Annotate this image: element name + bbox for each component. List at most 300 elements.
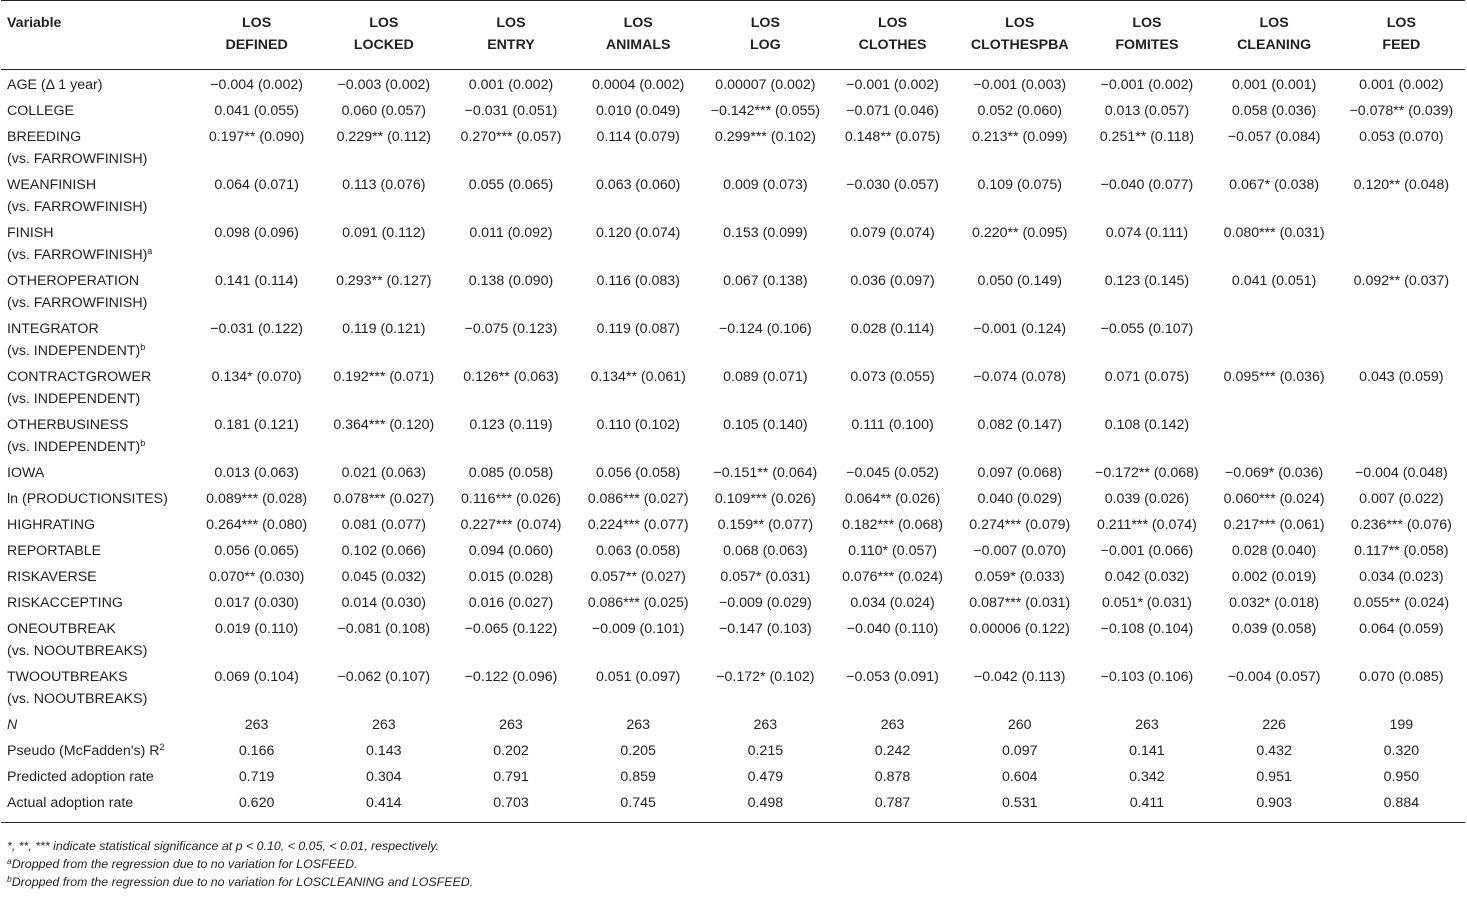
table-cell: 0.159** (0.077): [717, 517, 814, 533]
table-cell: 0.097 (0.068): [977, 465, 1062, 481]
row-label-line: AGE (Δ 1 year): [7, 77, 103, 93]
table-cell: 0.015 (0.028): [468, 569, 554, 585]
table-cell: 0.042 (0.032): [1104, 569, 1190, 585]
row-label-line: TWOOUTBREAKS: [7, 669, 128, 685]
table-cell: −0.147 (0.103): [719, 621, 812, 637]
table-row: [1, 319, 1465, 367]
column-header-line: LOS: [1005, 15, 1035, 31]
table-cell: 0.117** (0.058): [1354, 543, 1449, 559]
table-cell: 0.082 (0.147): [977, 417, 1062, 433]
table-row: [1, 127, 1465, 175]
table-cell: 0.110* (0.057): [848, 543, 937, 559]
table-cell: 0.039 (0.026): [1104, 491, 1190, 507]
table-cell: 0.007 (0.022): [1359, 491, 1444, 507]
table-row: [1, 567, 1465, 593]
table-cell: 0.126** (0.063): [463, 369, 559, 385]
table-cell: −0.003 (0.002): [337, 77, 431, 93]
table-cell: −0.057 (0.084): [1227, 129, 1321, 145]
table-cell: 0.052 (0.060): [977, 103, 1062, 119]
row-label-line: (vs. FARROWFINISH): [7, 150, 148, 167]
table-cell: −0.001 (0.002): [846, 77, 939, 93]
table-cell: −0.081 (0.108): [337, 621, 431, 637]
table-cell: −0.001 (0.003): [973, 77, 1067, 93]
column-header-line: FOMITES: [1115, 36, 1179, 53]
table-cell: 0.119 (0.121): [342, 321, 426, 337]
row-label-line: (vs. FARROWFINISH)$^a$: [7, 245, 153, 263]
table-cell: 0.014 (0.030): [341, 595, 426, 611]
row-label: [1, 415, 193, 463]
table-cell: −0.074 (0.078): [973, 369, 1067, 385]
table-cell: [1338, 415, 1465, 463]
table-cell: 0.089*** (0.028): [206, 491, 308, 507]
table-cell: 0.051 (0.097): [595, 669, 681, 685]
table-row: [1, 515, 1465, 541]
table-cell: −0.004 (0.048): [1355, 465, 1448, 481]
table-cell: [1211, 415, 1338, 463]
table-cell: 0.138 (0.090): [468, 273, 554, 289]
table-cell: −0.001 (0.124): [973, 321, 1067, 337]
table-cell: −0.151** (0.064): [713, 465, 818, 481]
stats-cell: 0.498: [702, 793, 829, 823]
column-header: [829, 1, 956, 70]
table-cell: 0.270*** (0.057): [460, 129, 562, 145]
table-row: [1, 415, 1465, 463]
column-header-line: CLOTHES: [858, 36, 927, 53]
table-cell: −0.108 (0.104): [1100, 621, 1194, 637]
note-b: [7, 873, 473, 891]
regression-table: [1, 0, 1465, 823]
column-header-line: ENTRY: [487, 36, 535, 53]
stats-cell: 0.411: [1083, 793, 1210, 823]
table-cell: 0.036 (0.097): [850, 273, 935, 289]
table-cell: 0.043 (0.059): [1359, 369, 1444, 385]
stats-row: [1, 793, 1465, 823]
table-cell: 0.111 (0.100): [851, 417, 934, 433]
table-cell: 0.063 (0.058): [595, 543, 681, 559]
table-cell: 0.108 (0.142): [1104, 417, 1190, 433]
table-cell: 0.074 (0.111): [1105, 225, 1189, 241]
stats-cell: 0.878: [874, 769, 911, 785]
stats-label: Pseudo (McFadden's) $R^2$: [7, 742, 165, 759]
table-cell: 0.229** (0.112): [336, 129, 431, 145]
stats-cell: 0.414: [320, 793, 447, 823]
table-cell: 0.069 (0.104): [214, 669, 299, 685]
row-label-line: ONEOUTBREAK: [7, 621, 116, 637]
table-cell: 0.091 (0.112): [342, 225, 426, 241]
table-cell: 0.114 (0.079): [596, 129, 680, 145]
column-header: [193, 1, 320, 70]
table-cell: 0.123 (0.145): [1104, 273, 1190, 289]
table-cell: −0.122 (0.096): [464, 669, 558, 685]
row-label-line: (vs. FARROWFINISH): [7, 198, 148, 215]
table-cell: [1338, 223, 1465, 271]
stats-cell: 0.531: [956, 793, 1083, 823]
table-cell: 0.264*** (0.080): [206, 517, 308, 533]
footnote-marker: b: [140, 341, 146, 352]
stats-label: Predicted adoption rate: [7, 769, 154, 785]
table-cell: 0.102 (0.066): [341, 543, 426, 559]
table-cell: 0.040 (0.029): [977, 491, 1062, 507]
stats-cell: 260: [1007, 717, 1032, 733]
table-cell: 0.002 (0.019): [1231, 569, 1317, 585]
table-cell: −0.001 (0.002): [1100, 77, 1194, 93]
stats-cell: 0.215: [747, 743, 784, 759]
stats-cell: 0.859: [620, 769, 656, 785]
table-body: [1, 70, 1465, 823]
table-cell: 0.067* (0.038): [1229, 177, 1320, 193]
column-header: [320, 1, 447, 70]
table-cell: 0.034 (0.024): [850, 595, 935, 611]
table-cell: 0.001 (0.002): [468, 77, 554, 93]
table-cell: 0.009 (0.073): [723, 177, 808, 193]
row-label-line: RISKAVERSE: [7, 569, 97, 585]
row-label-line: INTEGRATOR: [7, 321, 99, 337]
table-cell: 0.181 (0.121): [214, 417, 299, 433]
table-cell: 0.00007 (0.002): [715, 77, 816, 93]
table-cell: −0.172** (0.068): [1095, 465, 1199, 481]
column-header-line: LOS: [877, 15, 908, 31]
column-header-line: LOG: [749, 36, 781, 53]
table-row: [1, 223, 1465, 271]
table-cell: −0.071 (0.046): [846, 103, 939, 119]
stats-cell: 0.951: [1256, 769, 1292, 785]
table-cell: 0.120 (0.074): [595, 225, 681, 241]
table-cell: 0.148** (0.075): [844, 129, 941, 145]
row-label-line: CONTRACTGROWER: [7, 369, 152, 385]
table-cell: 0.079 (0.074): [850, 225, 935, 241]
table-cell: 0.109 (0.075): [977, 177, 1062, 193]
table-cell: 0.050 (0.149): [977, 273, 1062, 289]
table-row: [1, 593, 1465, 619]
table-cell: −0.045 (0.052): [846, 465, 939, 481]
stats-cell: 226: [1262, 717, 1286, 733]
table-cell: −0.001 (0.066): [1100, 543, 1194, 559]
row-label: [1, 127, 193, 175]
row-label-line: (vs. INDEPENDENT)$^b$: [7, 437, 146, 455]
stats-row: [1, 715, 1465, 741]
table-cell: −0.031 (0.122): [210, 321, 303, 337]
table-cell: 0.217*** (0.061): [1223, 517, 1325, 533]
row-label-line: COLLEGE: [7, 103, 75, 119]
column-header: [1338, 1, 1465, 70]
table-cell: 0.086*** (0.025): [587, 595, 689, 611]
stats-cell: 0.097: [1001, 743, 1038, 759]
note-significance: *, **, *** indicate statistical significance at p < 0.10, < 0.05, < 0.01, respectively.: [7, 839, 439, 853]
table-cell: 0.123 (0.119): [469, 417, 553, 433]
column-header: [702, 1, 829, 70]
table-cell: 0.087*** (0.031): [969, 595, 1071, 611]
row-label-line: OTHEROPERATION: [7, 273, 140, 289]
table-cell: 0.227*** (0.074): [460, 517, 562, 533]
table-cell: 0.182*** (0.068): [842, 517, 944, 533]
table-cell: 0.094 (0.060): [468, 543, 554, 559]
table-row: [1, 667, 1465, 715]
table-cell: 0.364*** (0.120): [333, 417, 435, 433]
table-cell: 0.211*** (0.074): [1096, 517, 1197, 533]
stats-cell: 263: [499, 717, 523, 733]
table-cell: 0.013 (0.063): [214, 465, 299, 481]
stats-cell: 0.304: [366, 769, 402, 785]
table-cell: 0.064 (0.059): [1359, 621, 1444, 637]
table-row: [1, 489, 1465, 515]
table-cell: 0.299*** (0.102): [714, 129, 816, 145]
column-header-line: LOS: [623, 15, 653, 31]
table-cell: 0.119 (0.087): [596, 321, 680, 337]
table-notes: [7, 837, 473, 891]
table-row: [1, 101, 1465, 127]
table-cell: 0.001 (0.002): [1359, 77, 1444, 93]
table-cell: −0.069* (0.036): [1225, 465, 1324, 481]
table-cell: 0.034 (0.023): [1359, 569, 1444, 585]
table-cell: −0.053 (0.091): [846, 669, 939, 685]
stats-cell: 0.620: [193, 793, 320, 823]
table-cell: 0.057* (0.031): [720, 569, 811, 585]
table-cell: 0.116*** (0.026): [461, 491, 561, 507]
stats-cell: 199: [1389, 717, 1414, 733]
table-cell: −0.040 (0.077): [1100, 177, 1194, 193]
table-cell: 0.070** (0.030): [208, 569, 305, 585]
column-header-line: LOS: [750, 15, 780, 31]
table-cell: 0.028 (0.114): [850, 321, 935, 337]
row-label: [1, 271, 193, 319]
row-label-line: RISKACCEPTING: [7, 595, 123, 611]
table-cell: 0.053 (0.070): [1359, 129, 1444, 145]
table-cell: 0.213** (0.099): [972, 129, 1068, 145]
table-cell: −0.004 (0.002): [210, 77, 303, 93]
table-cell: 0.220** (0.095): [972, 225, 1068, 241]
row-label-line: ln (PRODUCTIONSITES): [7, 491, 168, 507]
table-cell: −0.065 (0.122): [464, 621, 558, 637]
row-label-line: HIGHRATING: [7, 517, 96, 533]
column-header: [575, 1, 702, 70]
table-cell: 0.073 (0.055): [850, 369, 935, 385]
row-label-line: FINISH: [7, 225, 54, 241]
row-label-line: (vs. INDEPENDENT): [7, 390, 141, 407]
stats-cell: 0.432: [1256, 743, 1292, 759]
row-label: [1, 319, 193, 367]
row-label: [1, 567, 193, 593]
table-cell: 0.274*** (0.079): [969, 517, 1071, 533]
table-cell: 0.017 (0.030): [214, 595, 299, 611]
table-cell: 0.056 (0.058): [595, 465, 681, 481]
table-cell: 0.067 (0.138): [723, 273, 808, 289]
stats-cell: 0.141: [1129, 743, 1165, 759]
table-cell: 0.110 (0.102): [596, 417, 680, 433]
table-cell: 0.197** (0.090): [208, 129, 305, 145]
table-cell: 0.010 (0.049): [595, 103, 681, 119]
table-row: [1, 271, 1465, 319]
footnote-marker: a: [147, 245, 153, 256]
stats-cell: 0.903: [1211, 793, 1338, 823]
column-header: [1083, 1, 1210, 70]
table-cell: 0.063 (0.060): [595, 177, 681, 193]
column-header-line: LOS: [369, 15, 399, 31]
table-cell: 0.060*** (0.024): [1223, 491, 1325, 507]
stats-cell: 0.604: [1001, 769, 1038, 785]
note-a-text: Dropped from the regression due to no variation for LOSFEED.: [11, 857, 358, 871]
stats-cell: 0.202: [493, 743, 529, 759]
table-cell: 0.105 (0.140): [723, 417, 808, 433]
stats-cell: 0.205: [620, 743, 656, 759]
table-cell: 0.055 (0.065): [468, 177, 554, 193]
column-header-line: CLOTHESPBA: [970, 36, 1069, 53]
table-cell: 0.045 (0.032): [341, 569, 426, 585]
table-cell: 0.098 (0.096): [214, 225, 299, 241]
column-header-line: FEED: [1382, 36, 1421, 53]
table-cell: 0.0004 (0.002): [592, 77, 685, 93]
row-label: [1, 223, 193, 271]
table-cell: 0.086*** (0.027): [587, 491, 689, 507]
table-cell: 0.293** (0.127): [336, 273, 432, 289]
table-cell: 0.016 (0.027): [468, 595, 554, 611]
table-cell: −0.040 (0.110): [846, 621, 939, 637]
stats-cell: 0.745: [575, 793, 702, 823]
row-label: [1, 101, 193, 127]
table-cell: 0.076*** (0.024): [842, 569, 944, 585]
row-label: [1, 667, 193, 715]
table-cell: 0.141 (0.114): [214, 273, 299, 289]
stats-cell: 263: [880, 717, 905, 733]
table-cell: 0.113 (0.076): [342, 177, 426, 193]
column-header-line: DEFINED: [225, 36, 288, 53]
row-label-line: BREEDING: [7, 129, 82, 145]
table-cell: −0.075 (0.123): [464, 321, 558, 337]
stats-label: N: [7, 717, 18, 733]
note-a-mark: a: [7, 856, 12, 866]
stats-cell: 0.143: [366, 743, 402, 759]
table-cell: 0.068 (0.063): [723, 543, 808, 559]
row-label: [1, 593, 193, 619]
column-header-line: LOS: [242, 15, 272, 31]
row-label-line: OTHERBUSINESS: [7, 417, 129, 433]
row-label-line: REPORTABLE: [7, 543, 102, 559]
row-label-line: (vs. NOOUTBREAKS): [7, 642, 148, 659]
row-label-line: (vs. FARROWFINISH): [7, 294, 148, 311]
table-cell: 0.078*** (0.027): [333, 491, 435, 507]
row-label: [1, 463, 193, 489]
table-cell: 0.081 (0.077): [341, 517, 426, 533]
table-cell: 0.013 (0.057): [1104, 103, 1190, 119]
stats-row: [1, 741, 1465, 767]
note-b-text: Dropped from the regression due to no variation for LOSCLEANING and LOSFEED.: [11, 875, 474, 889]
table-row: [1, 367, 1465, 415]
table-cell: 0.041 (0.051): [1231, 273, 1317, 289]
row-label: [1, 619, 193, 667]
row-label: [1, 70, 193, 102]
table-cell: −0.009 (0.029): [719, 595, 812, 611]
table-cell: 0.224*** (0.077): [587, 517, 689, 533]
table-cell: −0.124 (0.106): [719, 321, 812, 337]
stats-cell: 0.884: [1338, 793, 1465, 823]
column-header-line: CLEANING: [1237, 36, 1312, 53]
row-label-line: (vs. NOOUTBREAKS): [7, 690, 148, 707]
table-cell: 0.092** (0.037): [1353, 273, 1450, 289]
table-cell: 0.056 (0.065): [214, 543, 299, 559]
table-cell: 0.051* (0.031): [1101, 595, 1192, 611]
table-cell: 0.134** (0.061): [590, 369, 686, 385]
stats-cell: 0.787: [829, 793, 956, 823]
stats-cell: 0.791: [493, 769, 529, 785]
table-cell: 0.064** (0.026): [844, 491, 941, 507]
stats-cell: 0.242: [874, 743, 911, 759]
stats-cell: 0.950: [1383, 769, 1420, 785]
stats-cell: 263: [626, 717, 650, 733]
stats-row: [1, 767, 1465, 793]
stats-cell: 263: [244, 717, 269, 733]
table-cell: −0.078** (0.039): [1349, 103, 1454, 119]
footnote-marker: b: [140, 437, 146, 448]
table-cell: 0.120** (0.048): [1353, 177, 1450, 193]
table-cell: 0.116 (0.083): [596, 273, 680, 289]
stats-cell: 263: [753, 717, 778, 733]
table-cell: 0.028 (0.040): [1231, 543, 1317, 559]
table-cell: −0.030 (0.057): [846, 177, 939, 193]
table-cell: 0.021 (0.063): [341, 465, 426, 481]
table-cell: 0.032* (0.018): [1229, 595, 1320, 611]
table-cell: −0.172* (0.102): [716, 669, 815, 685]
row-label: [1, 541, 193, 567]
table-cell: 0.192*** (0.071): [333, 369, 435, 385]
table-cell: 0.070 (0.085): [1359, 669, 1444, 685]
table-row: [1, 70, 1465, 102]
table-cell: 0.153 (0.099): [723, 225, 808, 241]
column-header: [447, 1, 574, 70]
column-header-line: LOS: [496, 15, 526, 31]
table-cell: 0.251** (0.118): [1099, 129, 1195, 145]
column-header-line: LOCKED: [353, 36, 414, 53]
column-header: [1211, 1, 1338, 70]
row-label: [1, 515, 193, 541]
stats-cell: 263: [371, 717, 396, 733]
table-cell: 0.039 (0.058): [1231, 621, 1317, 637]
row-label: [1, 367, 193, 415]
stats-cell: 263: [1135, 717, 1159, 733]
stats-cell: 0.703: [447, 793, 574, 823]
row-label-line: IOWA: [7, 465, 45, 481]
table-cell: 0.089 (0.071): [723, 369, 808, 385]
table-cell: −0.142*** (0.055): [710, 103, 820, 119]
table-cell: 0.236*** (0.076): [1350, 517, 1452, 533]
column-header-line: LOS: [1386, 15, 1416, 31]
table-cell: [1338, 319, 1465, 367]
variable-header: Variable: [7, 15, 62, 31]
table-cell: −0.042 (0.113): [973, 669, 1066, 685]
table-cell: 0.085 (0.058): [468, 465, 554, 481]
table-row: [1, 541, 1465, 567]
note-a: [7, 855, 473, 873]
table-cell: −0.031 (0.051): [464, 103, 558, 119]
column-header-line: LOS: [1132, 15, 1162, 31]
column-header-line: LOS: [1259, 15, 1289, 31]
table-cell: 0.109*** (0.026): [714, 491, 816, 507]
table-cell: −0.062 (0.107): [337, 669, 431, 685]
table-cell: 0.019 (0.110): [214, 621, 299, 637]
table-cell: 0.011 (0.092): [469, 225, 553, 241]
table-cell: −0.007 (0.070): [973, 543, 1067, 559]
table-cell: 0.059* (0.033): [974, 569, 1065, 585]
stats-cell: 0.479: [747, 769, 784, 785]
row-label-line: WEANFINISH: [7, 177, 97, 193]
table-cell: 0.060 (0.057): [341, 103, 426, 119]
table-cell: 0.041 (0.055): [214, 103, 299, 119]
table-row: [1, 619, 1465, 667]
table-cell: 0.055** (0.024): [1353, 595, 1450, 611]
table-header: [1, 1, 1465, 70]
table-cell: 0.080*** (0.031): [1223, 225, 1325, 241]
column-header-line: ANIMALS: [605, 36, 671, 53]
table-cell: 0.001 (0.001): [1231, 77, 1317, 93]
stats-label: Actual adoption rate: [1, 793, 193, 823]
